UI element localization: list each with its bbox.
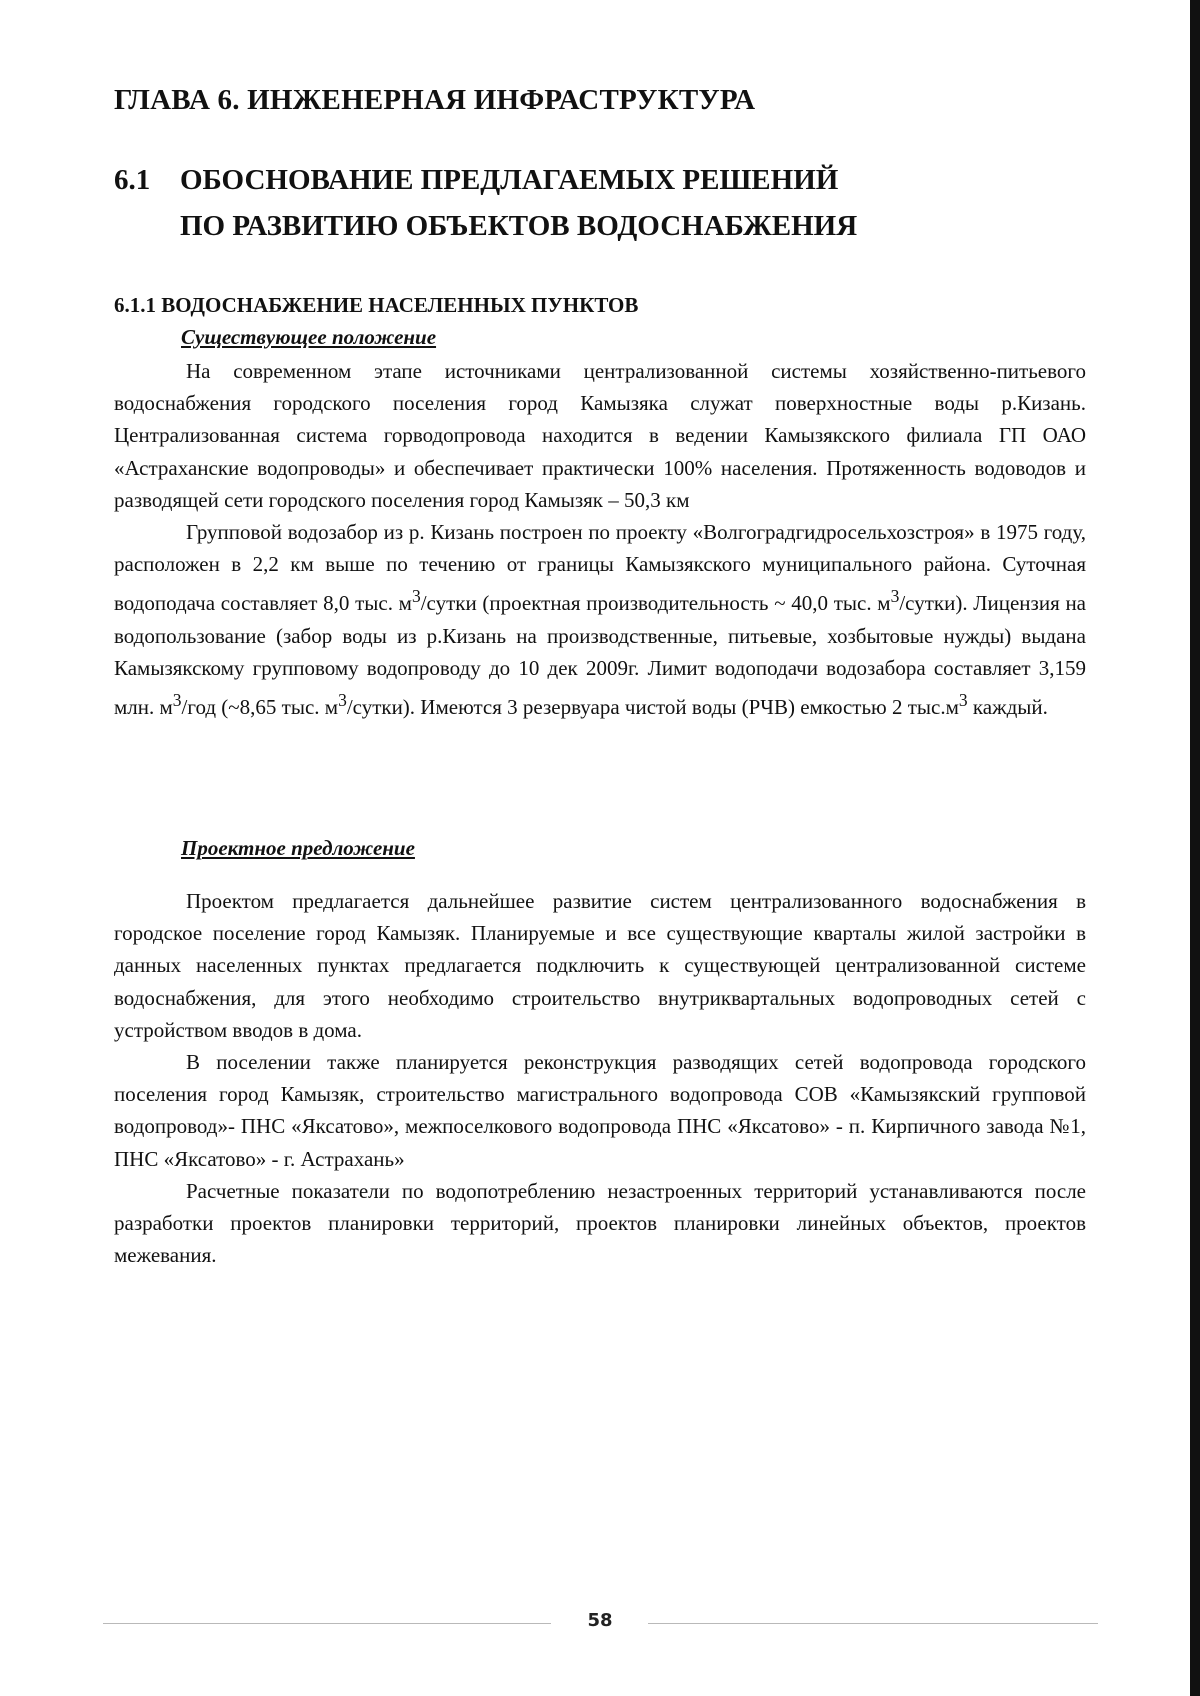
project-proposal-text	[114, 885, 1086, 1271]
section-title-line-2: ПО РАЗВИТИЮ ОБЪЕКТОВ ВОДОСНАБЖЕНИЯ	[180, 210, 858, 243]
paragraph: Групповой водозабор из р. Кизань построен по проекту «Волгоградгидросельхозстроя» в 1975 году, расположен в 2,2 км выше по течению от границы Камызякского муниципального района. Суточная водоподача составляет 8,0 тыс. $м^3$/сутки (проектная производительность ~ 40,0 тыс. $м^3/сутки$). Лицензия на водопользование (забор воды из р.Кизань на производственные, питьевые, хозбытовые нужды) выдана Камызякскому групповому водопроводу до 10 дек 2009г. Лимит водоподачи водозабора составляет 3,159 млн. $м^3$/год (~8,65 тыс. $м^3/сутки$). Имеются 3 резервуара чистой воды (РЧВ) емкостью 2 $тыс.м^3$ каждый.	[114, 520, 1087, 720]
section-number: 6.1	[114, 164, 151, 196]
footer-rule-left	[103, 1623, 551, 1624]
project-proposal-heading: Проектное предложение	[181, 836, 415, 860]
paragraph: На современном этапе источниками централизованной системы хозяйственно-питьевого водоснабжения городского поселения город Камызяка служат поверхностные воды р.Кизань. Централизованная система горводопровода находится в ведении Камызякского филиала ГП ОАО «Астраханские водопроводы» и обеспечивает практически 100% населения. Протяженность водоводов и разводящей сети городского поселения город Камызяк – 50,3 км	[114, 359, 1086, 512]
section-title-line-1: ОБОСНОВАНИЕ ПРЕДЛАГАЕМЫХ РЕШЕНИЙ	[180, 164, 839, 196]
existing-situation-heading: Существующее положение	[181, 325, 437, 349]
page-number: 58	[587, 1610, 613, 1631]
page-footer	[0, 1606, 1200, 1642]
existing-situation-text	[114, 355, 1086, 723]
paragraph: Проектом предлагается дальнейшее развитие систем централизованного водоснабжения в городское поселение город Камызяк. Планируемые и все существующие кварталы жилой застройки в данных населенных пунктах предлагается подключить к существующей централизованной системе водоснабжения, для этого необходимо строительство внутриквартальных водопроводных сетей с устройством вводов в дома.	[114, 889, 1086, 1042]
section-title	[114, 157, 1086, 250]
paragraph: В поселении также планируется реконструкция разводящих сетей водопровода городского поселения город Камызяк, строительство магистрального водопровода СОВ «Камызякский групповой водопровод»- ПНС «Яксатово», межпоселкового водопровода ПНС «Яксатово» - п. Кирпичного завода №1, ПНС «Яксатово» - г. Астрахань»	[114, 1050, 1086, 1171]
subsection-title: 6.1.1 ВОДОСНАБЖЕНИЕ НАСЕЛЕННЫХ ПУНКТОВ	[114, 293, 639, 317]
page-edge-border	[1190, 0, 1200, 1696]
chapter-title: ГЛАВА 6. ИНЖЕНЕРНАЯ ИНФРАСТРУКТУРА	[114, 84, 756, 116]
paragraph: Расчетные показатели по водопотреблению незастроенных территорий устанавливаются после разработки проектов планировки территорий, проектов планировки линейных объектов, проектов межевания.	[114, 1178, 1086, 1268]
footer-rule-right	[648, 1623, 1098, 1624]
